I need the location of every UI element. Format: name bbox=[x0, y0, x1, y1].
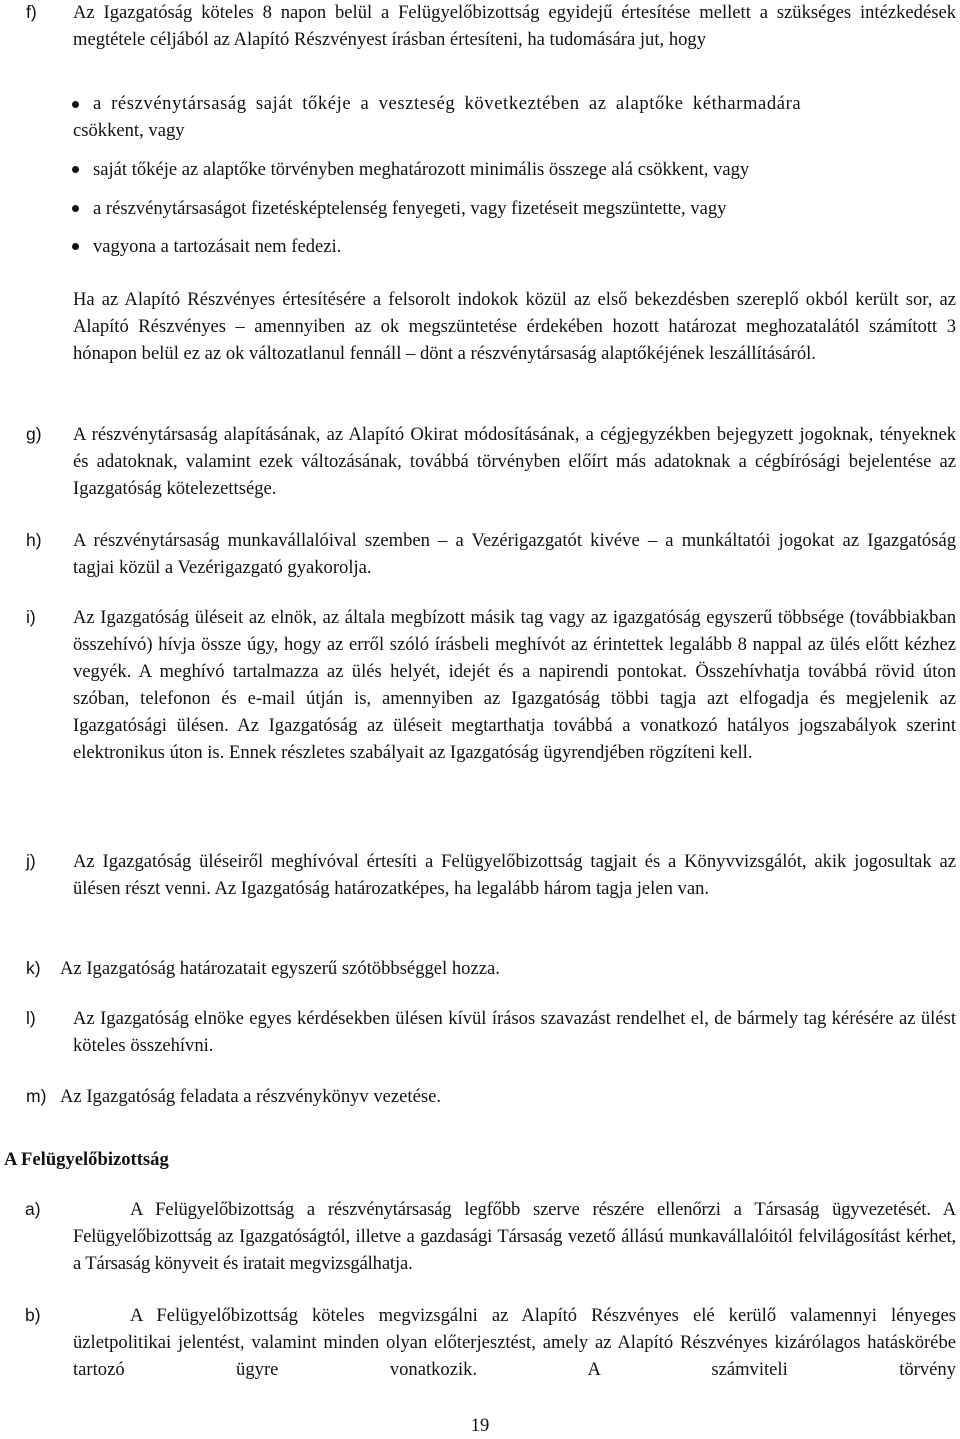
item-m-marker: m) bbox=[26, 1086, 47, 1106]
bullet-item-1-cont: csökkent, vagy bbox=[73, 120, 185, 141]
page-number: 19 bbox=[470, 1415, 490, 1436]
item-m-text: Az Igazgatóság feladata a részvénykönyv vezetése. bbox=[60, 1086, 441, 1107]
item-k-marker: k) bbox=[26, 958, 41, 978]
item-g-marker: g) bbox=[26, 424, 42, 444]
bullet-item-3: a részvénytársaságot fizetésképtelenség fenyegeti, vagy fizetéseit megszüntette, vagy bbox=[93, 198, 727, 219]
item-f-marker: f) bbox=[26, 2, 37, 22]
section-heading: A Felügyelőbizottság bbox=[4, 1149, 169, 1170]
section-item-b-marker: b) bbox=[25, 1305, 41, 1325]
item-i-marker: i) bbox=[26, 607, 36, 627]
item-l-text: Az Igazgatóság elnöke egyes kérdésekben ülésen kívül írásos szavazást rendelhet el, de bármely tag kérésére az ülést köteles összehívni. bbox=[73, 1008, 956, 1056]
bullet-dot-icon bbox=[72, 101, 79, 108]
section-item-a-text: A Felügyelőbizottság a részvénytársaság legfőbb szerve részére ellenőrzi a Társaság ügyvezetését. A Felügyelőbizottság az Igazgatóságtól, illetve a gazdasági Társaság vezető állású munkavállalóitól felvilágosítást kérhet, a Társaság könyveit és iratait megvizsgálhatja. bbox=[73, 1199, 956, 1274]
bullet-dot-icon bbox=[72, 243, 79, 250]
bullet-dot-icon bbox=[72, 205, 79, 212]
bullet-item-4: vagyona a tartozásait nem fedezi. bbox=[93, 236, 342, 257]
item-j-marker: j) bbox=[26, 851, 36, 871]
item-h-text: A részvénytársaság munkavállalóival szemben – a Vezérigazgatót kivéve – a munkáltatói jogokat az Igazgatóság tagjai közül a Vezérigazgató gyakorolja. bbox=[73, 530, 956, 578]
item-i-text: Az Igazgatóság üléseit az elnök, az általa megbízott másik tag vagy az igazgatóság egyszerű többsége (továbbiakban összehívó) hívja össze úgy, hogy az erről szóló írásbeli meghívót az érintettek legalább 8 nappal az ülés előtt kézhez vegyék. A meghívó tartalmazza az ülés helyét, idejét és a napirendi pontokat. Összehívhatja továbbá rövid úton szóban, telefonon és e-mail útján is, amennyiben az Igazgatóság többi tagja azt elfogadja és megjelenik az Igazgatósági ülésen. Az Igazgatóság az üléseit megtarthatja továbbá a vonatkozó hatályos jogszabályok szerint elektronikus úton is. Ennek részletes szabályait az Igazgatóság ügyrendjében rögzíteni kell. bbox=[73, 607, 956, 763]
item-l-marker: l) bbox=[26, 1008, 36, 1028]
bullet-item-2: saját tőkéje az alaptőke törvényben meghatározott minimális összege alá csökkent, vagy bbox=[93, 159, 750, 180]
bullet-dot-icon bbox=[72, 166, 79, 173]
section-item-a-marker: a) bbox=[25, 1199, 41, 1219]
item-g-text: A részvénytársaság alapításának, az Alapító Okirat módosításának, a cégjegyzékben bejegyzett jogoknak, tényeknek és adatoknak, valamint ezek változásának, továbbá törvényben előírt más adatoknak a cégbírósági bejelentése az Igazgatóság kötelezettsége. bbox=[73, 424, 956, 499]
item-k-text: Az Igazgatóság határozatait egyszerű szótöbbséggel hozza. bbox=[60, 958, 500, 979]
item-j-text: Az Igazgatóság üléseiről meghívóval értesíti a Felügyelőbizottság tagjait és a Könyvvizsgálót, akik jogosultak az ülésen részt venni. Az Igazgatóság határozatképes, ha legalább három tagja jelen van. bbox=[73, 851, 956, 899]
item-f-followup-text: Ha az Alapító Részvényes értesítésére a felsorolt indokok közül az első bekezdésben szereplő okból került sor, az Alapító Részvényes – amennyiben az ok megszüntetése érdekében hozott határozat meghozatalától számított 3 hónapon belül ez az ok változatlanul fennáll – dönt a részvénytársaság alaptőkéjének leszállításáról. bbox=[73, 289, 956, 364]
item-h-marker: h) bbox=[26, 530, 42, 550]
section-item-b-text: A Felügyelőbizottság köteles megvizsgálni az Alapító Részvényes elé kerülő valamennyi lényeges üzletpolitikai jelentést, valamint minden olyan előterjesztést, amely az Alapító Részvényes kizárólagos hatáskörébe tartozó ügyre vonatkozik. A számviteli törvény bbox=[73, 1305, 956, 1380]
item-f-text: Az Igazgatóság köteles 8 napon belül a Felügyelőbizottság egyidejű értesítése mellett a szükséges intézkedések megtétele céljából az Alapító Részvényest írásban értesíteni, ha tudomására jut, hogy bbox=[73, 2, 956, 50]
bullet-item-1: a részvénytársaság saját tőkéje a veszteség következtében az alaptőke kétharmadára bbox=[93, 93, 802, 114]
